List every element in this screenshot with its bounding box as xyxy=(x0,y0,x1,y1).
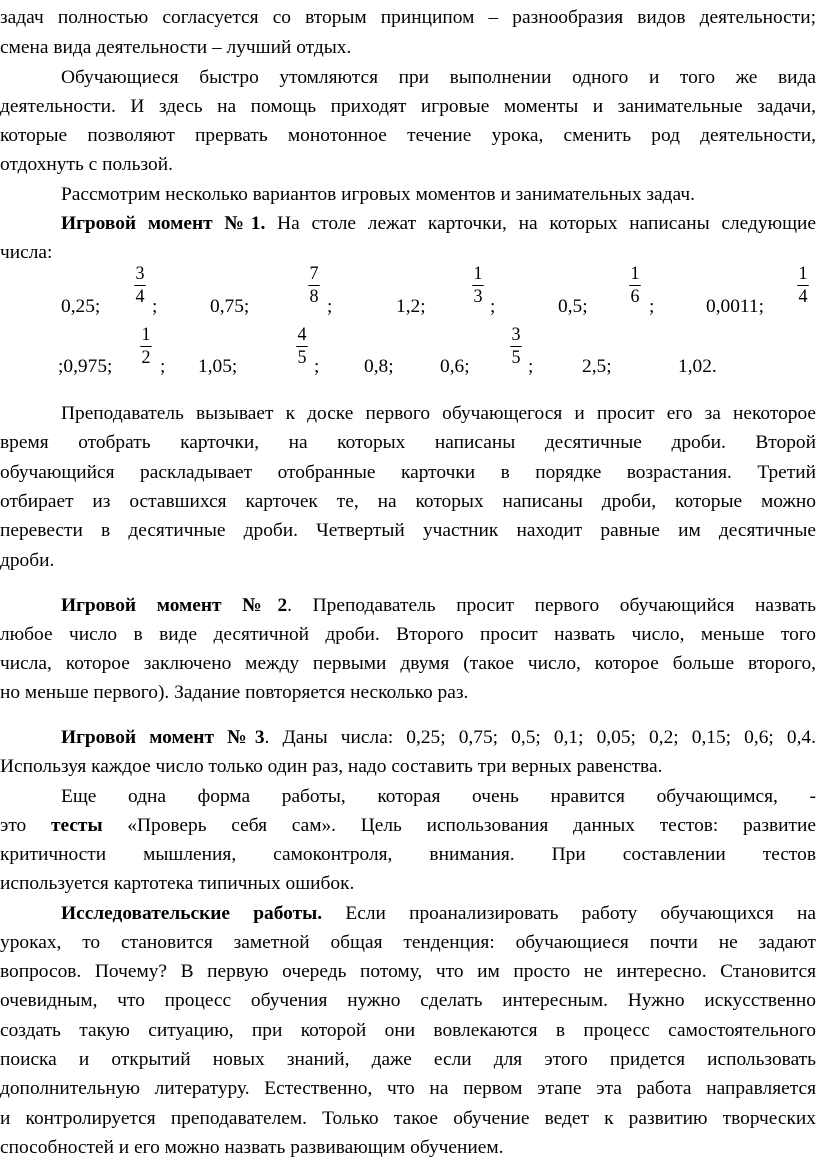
number: 0,25; xyxy=(61,296,101,317)
fraction: 1 4 xyxy=(798,263,808,307)
number: 1,02. xyxy=(678,356,717,377)
game2-heading: Игровой момент №2 xyxy=(61,595,288,616)
text-line: любое число в виде десятичной дроби. Второго просит назвать число, меньше того xyxy=(0,624,816,645)
fraction: 1 3 xyxy=(473,263,483,307)
text-line: время отобрать карточки, на которых написаны десятичные дроби. Второй xyxy=(0,432,816,453)
separator: ; xyxy=(152,296,158,317)
text-line: критичности мышления, самоконтроля, внимания. При составлении тестов xyxy=(0,844,816,865)
separator: ; xyxy=(314,356,320,377)
number: 0,6; xyxy=(440,356,470,377)
text-line: очевидным, что процесс обучения нужно сделать интересным. Нужно искусственно xyxy=(0,990,816,1011)
fraction: 1 6 xyxy=(630,263,640,307)
text-line: отбирает из оставшихся карточек те, на которых написаны дроби, которые можно xyxy=(0,491,816,512)
fraction: 4 5 xyxy=(297,324,307,368)
separator: ; xyxy=(649,296,655,317)
number: 2,5; xyxy=(582,356,612,377)
fraction: 3 5 xyxy=(511,324,521,368)
text-line: обучающийся раскладывает отобранные карточки в порядке возрастания. Третий xyxy=(0,462,816,483)
number: 0,5; xyxy=(558,296,588,317)
fraction: 7 8 xyxy=(309,263,319,307)
separator: ; xyxy=(490,296,496,317)
text-line: вопросов. Почему? В первую очередь потому, что им просто не интересно. Становится xyxy=(0,961,816,982)
number: 0,8; xyxy=(364,356,394,377)
text-line: Игровой момент №1. На столе лежат карточки, на которых написаны следующие xyxy=(61,213,816,234)
text-line: создать такую ситуацию, при которой они вовлекаются в процесс самостоятельного xyxy=(0,1020,816,1041)
tests-term: тесты xyxy=(50,815,103,836)
text-line: Используя каждое число только один раз, надо составить три верных равенства. xyxy=(0,756,663,777)
text-line: отдохнуть с пользой. xyxy=(0,154,173,175)
text-line: задач полностью согласуется со вторым принципом – разнообразия видов деятельности; xyxy=(0,7,816,28)
text-line: это тесты «Проверь себя сам». Цель использования данных тестов: развитие xyxy=(0,815,816,836)
number: ;0,975; xyxy=(58,356,113,377)
text-line: которые позволяют прервать монотонное течение урока, сменить род деятельности, xyxy=(0,125,816,146)
fraction: 3 4 xyxy=(135,263,145,307)
text-line: Рассмотрим несколько вариантов игровых моментов и занимательных задач. xyxy=(61,184,695,205)
separator: ; xyxy=(528,356,534,377)
text-line: способностей и его можно назвать развивающим обучением. xyxy=(0,1137,504,1158)
text-line: Исследовательские работы. Если проанализировать работу обучающихся на xyxy=(61,903,816,924)
text-line: Еще одна форма работы, которая очень нравится обучающимся, - xyxy=(61,786,816,807)
number: 1,2; xyxy=(396,296,426,317)
separator: ; xyxy=(160,356,166,377)
research-heading: Исследовательские работы. xyxy=(61,903,323,924)
text-line: поиска и открытий новых знаний, даже если для этого придется использовать xyxy=(0,1049,816,1070)
text-line: деятельности. И здесь на помощь приходят игровые моменты и занимательные задачи, xyxy=(0,96,816,117)
fraction: 1 2 xyxy=(141,324,151,368)
game1-heading: Игровой момент №1. xyxy=(61,213,266,234)
number: 0,75; xyxy=(210,296,250,317)
text-line: но меньше первого). Задание повторяется несколько раз. xyxy=(0,682,469,703)
number: 1,05; xyxy=(198,356,238,377)
text-line: используется картотека типичных ошибок. xyxy=(0,873,355,894)
text-line: Преподаватель вызывает к доске первого обучающегося и просит его за некоторое xyxy=(61,403,816,424)
text-line: Обучающиеся быстро утомляются при выполнении одного и того же вида xyxy=(61,67,816,88)
text-line: смена вида деятельности – лучший отдых. xyxy=(0,37,352,58)
separator: ; xyxy=(327,296,333,317)
text-line: Игровой момент №3. Даны числа: 0,25; 0,75; 0,5; 0,1; 0,05; 0,2; 0,15; 0,6; 0,4. xyxy=(61,727,816,748)
number: 0,0011; xyxy=(706,296,764,317)
text-line: дополнительную литературу. Естественно, что на первом этапе эта работа направляется xyxy=(0,1078,816,1099)
text-line: числа, которое заключено между первыми двумя (такое число, которое больше второго, xyxy=(0,653,816,674)
text-line: Игровой момент №2. Преподаватель просит первого обучающийся назвать xyxy=(61,595,816,616)
game3-heading: Игровой момент №3 xyxy=(61,727,265,748)
text-line: дроби. xyxy=(0,550,55,571)
text-line: и контролируется преподавателем. Только такое обучение ведет к развитию творческих xyxy=(0,1108,816,1129)
text-line: перевести в десятичные дроби. Четвертый участник находит равные им десятичные xyxy=(0,520,816,541)
text-line: числа: xyxy=(0,242,53,263)
text-line: уроках, то становится заметной общая тенденция: обучающиеся почти не задают xyxy=(0,932,816,953)
